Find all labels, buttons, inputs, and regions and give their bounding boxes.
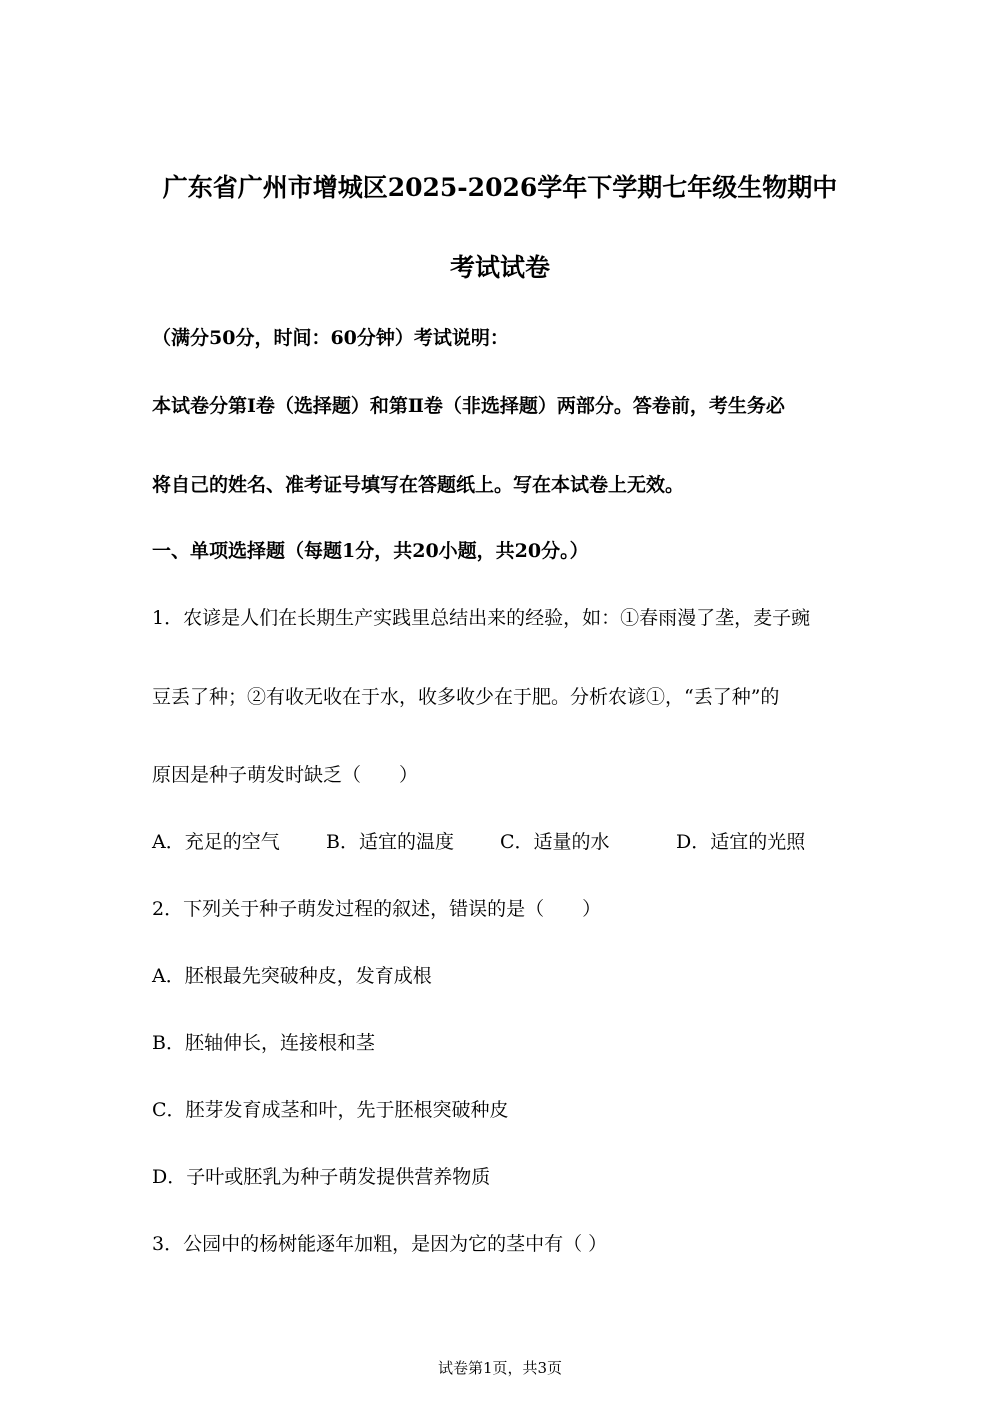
exam-meta-line: （满分50分，时间：60分钟）考试说明： — [152, 327, 509, 349]
exam-title-line-1: 广东省广州市增城区2025-2026学年下学期七年级生物期中 — [162, 173, 838, 202]
question-1-line-1: 1．农谚是人们在长期生产实践里总结出来的经验，如：①春雨漫了垄，麦子豌 — [152, 607, 811, 629]
exam-title-line-2: 考试试卷 — [449, 253, 550, 282]
question-1-option-d: D．适宜的光照 — [676, 831, 806, 853]
question-1-option-a: A．充足的空气 — [152, 831, 280, 853]
question-1-line-3: 原因是种子萌发时缺乏（ ） — [152, 764, 419, 786]
instructions-line-2: 将自己的姓名、准考证号填写在答题纸上。写在本试卷上无效。 — [152, 474, 685, 496]
section-heading-multiple-choice: 一、单项选择题（每题1分，共20小题，共20分。） — [152, 540, 589, 562]
question-2-option-b: B．胚轴伸长，连接根和茎 — [152, 1032, 375, 1054]
question-2-option-d: D．子叶或胚乳为种子萌发提供营养物质 — [152, 1166, 491, 1188]
instructions-line-1: 本试卷分第Ⅰ卷（选择题）和第Ⅱ卷（非选择题）两部分。答卷前，考生务必 — [152, 395, 785, 417]
question-2-stem: 2．下列关于种子萌发过程的叙述，错误的是（ ） — [152, 898, 602, 920]
page-footer: 试卷第1页，共3页 — [437, 1359, 563, 1377]
question-2-option-c: C．胚芽发育成茎和叶，先于胚根突破种皮 — [152, 1099, 509, 1121]
question-1-line-2: 豆丢了种；②有收无收在于水，收多收少在于肥。分析农谚①，“丢了种”的 — [152, 686, 780, 708]
question-1-option-c: C．适量的水 — [500, 831, 610, 853]
question-1-option-b: B．适宜的温度 — [326, 831, 454, 853]
question-3-stem: 3．公园中的杨树能逐年加粗，是因为它的茎中有（ ） — [152, 1233, 608, 1255]
question-2-option-a: A．胚根最先突破种皮，发育成根 — [152, 965, 432, 987]
